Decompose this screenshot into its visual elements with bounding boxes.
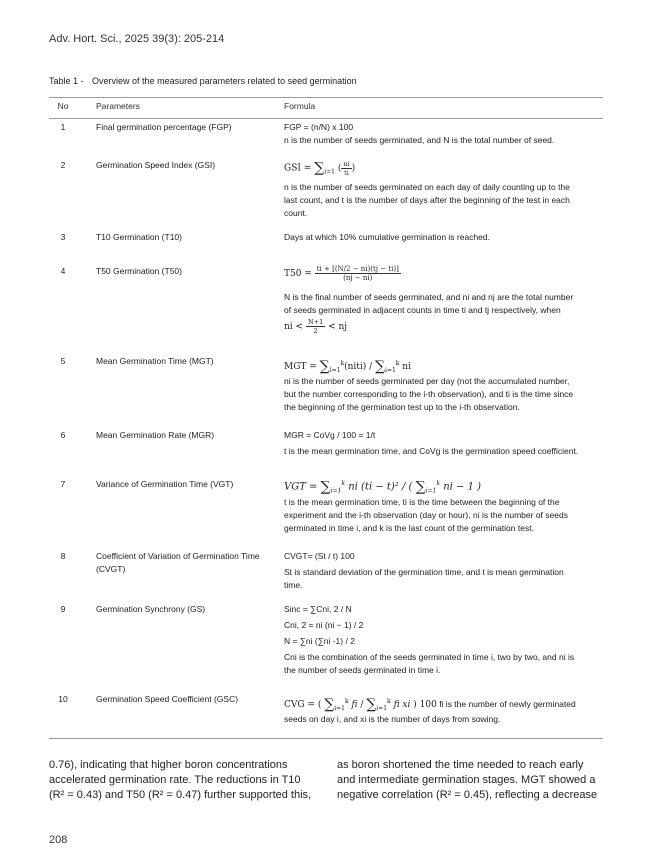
body-text-right-column (337, 758, 603, 803)
formula-description: St is standard deviation of the germination time, and t is mean germination (284, 567, 564, 577)
table-caption (49, 76, 357, 86)
formula-line: MGR = CoVg / 100 = 1/t (284, 430, 376, 440)
row-parameter: Coefficient of Variation of Germination Time (CVGT) (96, 551, 260, 574)
row-number: 6 (60, 430, 66, 440)
row-formula (284, 550, 602, 592)
body-line: negative correlation (R² = 0.45), reflecting a decrease (337, 789, 598, 801)
row-parameter: Mean Germination Time (MGT) (96, 356, 214, 366)
formula-description: the number of seeds germinated in time i. (284, 665, 441, 675)
row-parameter: Mean Germination Rate (MGR) (96, 430, 215, 440)
formula-description: t is the mean germination time, ti is the time between the beginning of the (284, 497, 560, 507)
body-line: and intermediate germination stages. MGT showed a (337, 774, 596, 786)
row-formula (284, 355, 602, 414)
formula-line: CVGT= (St / t) 100 (284, 551, 355, 561)
formula-description: but the number corresponding to the i-th observation), and ti is the time since (284, 389, 574, 399)
row-formula (284, 121, 602, 147)
row-number: 10 (58, 694, 68, 704)
formula-description: last count, and t is the number of days after the beginning of the test in each (284, 195, 570, 205)
row-parameter: Germination Speed Coefficient (GSC) (96, 694, 239, 704)
formula-condition: ni < $\frac{N+1}{2}$ < nj (284, 318, 348, 335)
body-line: as boron shortened the time needed to reach early (337, 759, 584, 771)
row-parameter: T10 Germination (T10) (96, 232, 182, 242)
row-number: 5 (60, 356, 66, 366)
body-line: 0.76), indicating that higher boron concentrations (49, 759, 288, 771)
formula-equation: VGT = $\sum_{i=1}^k$ ni (ti − t)² / ( $\sum_{i=1}^k$ ni − 1 ) (284, 478, 482, 495)
row-formula (284, 257, 602, 337)
formula-description: n is the number of seeds germinated, and N is the total number of seed. (284, 135, 555, 145)
formula-line: Days at which 10% cumulative germination is reached. (284, 232, 490, 242)
formula-line: N = ∑ni (∑ni -1) / 2 (284, 636, 355, 646)
body-line: accelerated germination rate. The reductions in T10 (49, 774, 301, 786)
col-header-no: No (57, 101, 69, 111)
row-number: 8 (60, 551, 66, 561)
row-formula (284, 231, 602, 244)
formula-line: Sinc = ∑Cni, 2 / N (284, 604, 352, 614)
formula-description: time. (284, 580, 303, 590)
formula-description: N is the final number of seeds germinated, and ni and nj are the total number (284, 292, 574, 302)
row-formula (284, 693, 602, 726)
formula-equation: T50 = $\frac{ti + [(N/2 - ni)(tj - ti)]}{(nj - ni)}$ (284, 265, 399, 282)
row-number: 7 (60, 479, 66, 489)
formula-description: seeds on day i, and xi is the number of days from sowing. (284, 714, 501, 724)
formula-equation: CVG = ( $\sum_{i=1}^k$ fi / $\sum_{i=1}^k$ fi xi ) 100 fi is the number of newly germinated (284, 696, 576, 713)
row-formula (284, 429, 602, 458)
row-number: 1 (60, 122, 66, 132)
row-number: 3 (60, 232, 66, 242)
row-number: 9 (60, 604, 66, 614)
page-number: 208 (49, 834, 68, 846)
formula-description: experiment and the i-th observation (day or hour), ni is the number of seeds (284, 510, 568, 520)
journal-header: Adv. Hort. Sci., 2025 39(3): 205-214 (49, 33, 225, 45)
body-text-left-column (49, 758, 315, 803)
formula-description: the beginning of the germination test up to the i-th observation. (284, 402, 520, 412)
formula-description: fi is the number of newly germinated (439, 699, 576, 709)
formula-line: FGP = (n/N) x 100 (284, 122, 354, 132)
col-header-formula: Formula (284, 101, 316, 111)
row-formula (284, 155, 602, 220)
table-top-rule (49, 97, 603, 98)
row-parameter: Germination Speed Index (GSI) (96, 160, 216, 170)
row-number: 2 (60, 160, 66, 170)
col-header-parameters: Parameters (96, 101, 140, 111)
formula-description: count. (284, 208, 308, 218)
row-parameter: Variance of Germination Time (VGT) (96, 479, 234, 489)
formula-description: t is the mean germination time, and CoVg is the germination speed coefficient. (284, 446, 579, 456)
row-number: 4 (60, 266, 66, 276)
formula-description: n is the number of seeds germinated on each day of daily counting up to the (284, 182, 570, 192)
formula-description: of seeds germinated in adjacent counts in time ti and tj respectively, when (284, 305, 561, 315)
row-formula (284, 603, 602, 677)
formula-description: germinated in time i, and k is the last count of the germination test. (284, 523, 534, 533)
row-parameter: T50 Germination (T50) (96, 266, 182, 276)
formula-equation: GSI = $\sum_{i=1}$ ( $\frac{ni}{ti}$ ) (284, 159, 356, 177)
formula-equation: MGT = $\sum_{i=1}^k(niti) / \sum_{i=1}^k$ ni (284, 358, 411, 375)
table-header-rule (49, 118, 603, 119)
row-parameter: Germination Synchrony (GS) (96, 604, 206, 614)
formula-description: ni is the number of seeds germinated per day (not the accumulated number, (284, 376, 570, 386)
row-formula (284, 474, 602, 535)
table-bottom-rule (49, 738, 603, 739)
table-title: Overview of the measured parameters related to seed germination (92, 76, 357, 86)
table-label: Table 1 - (49, 76, 84, 86)
formula-line: Cni, 2 = ni (ni − 1) / 2 (284, 620, 364, 630)
formula-description: Cni is the combination of the seeds germinated in time i, two by two, and ni is (284, 652, 575, 662)
row-parameter: Final germination percentage (FGP) (96, 122, 232, 132)
body-line: (R² = 0.43) and T50 (R² = 0.47) further supported this, (49, 789, 312, 801)
